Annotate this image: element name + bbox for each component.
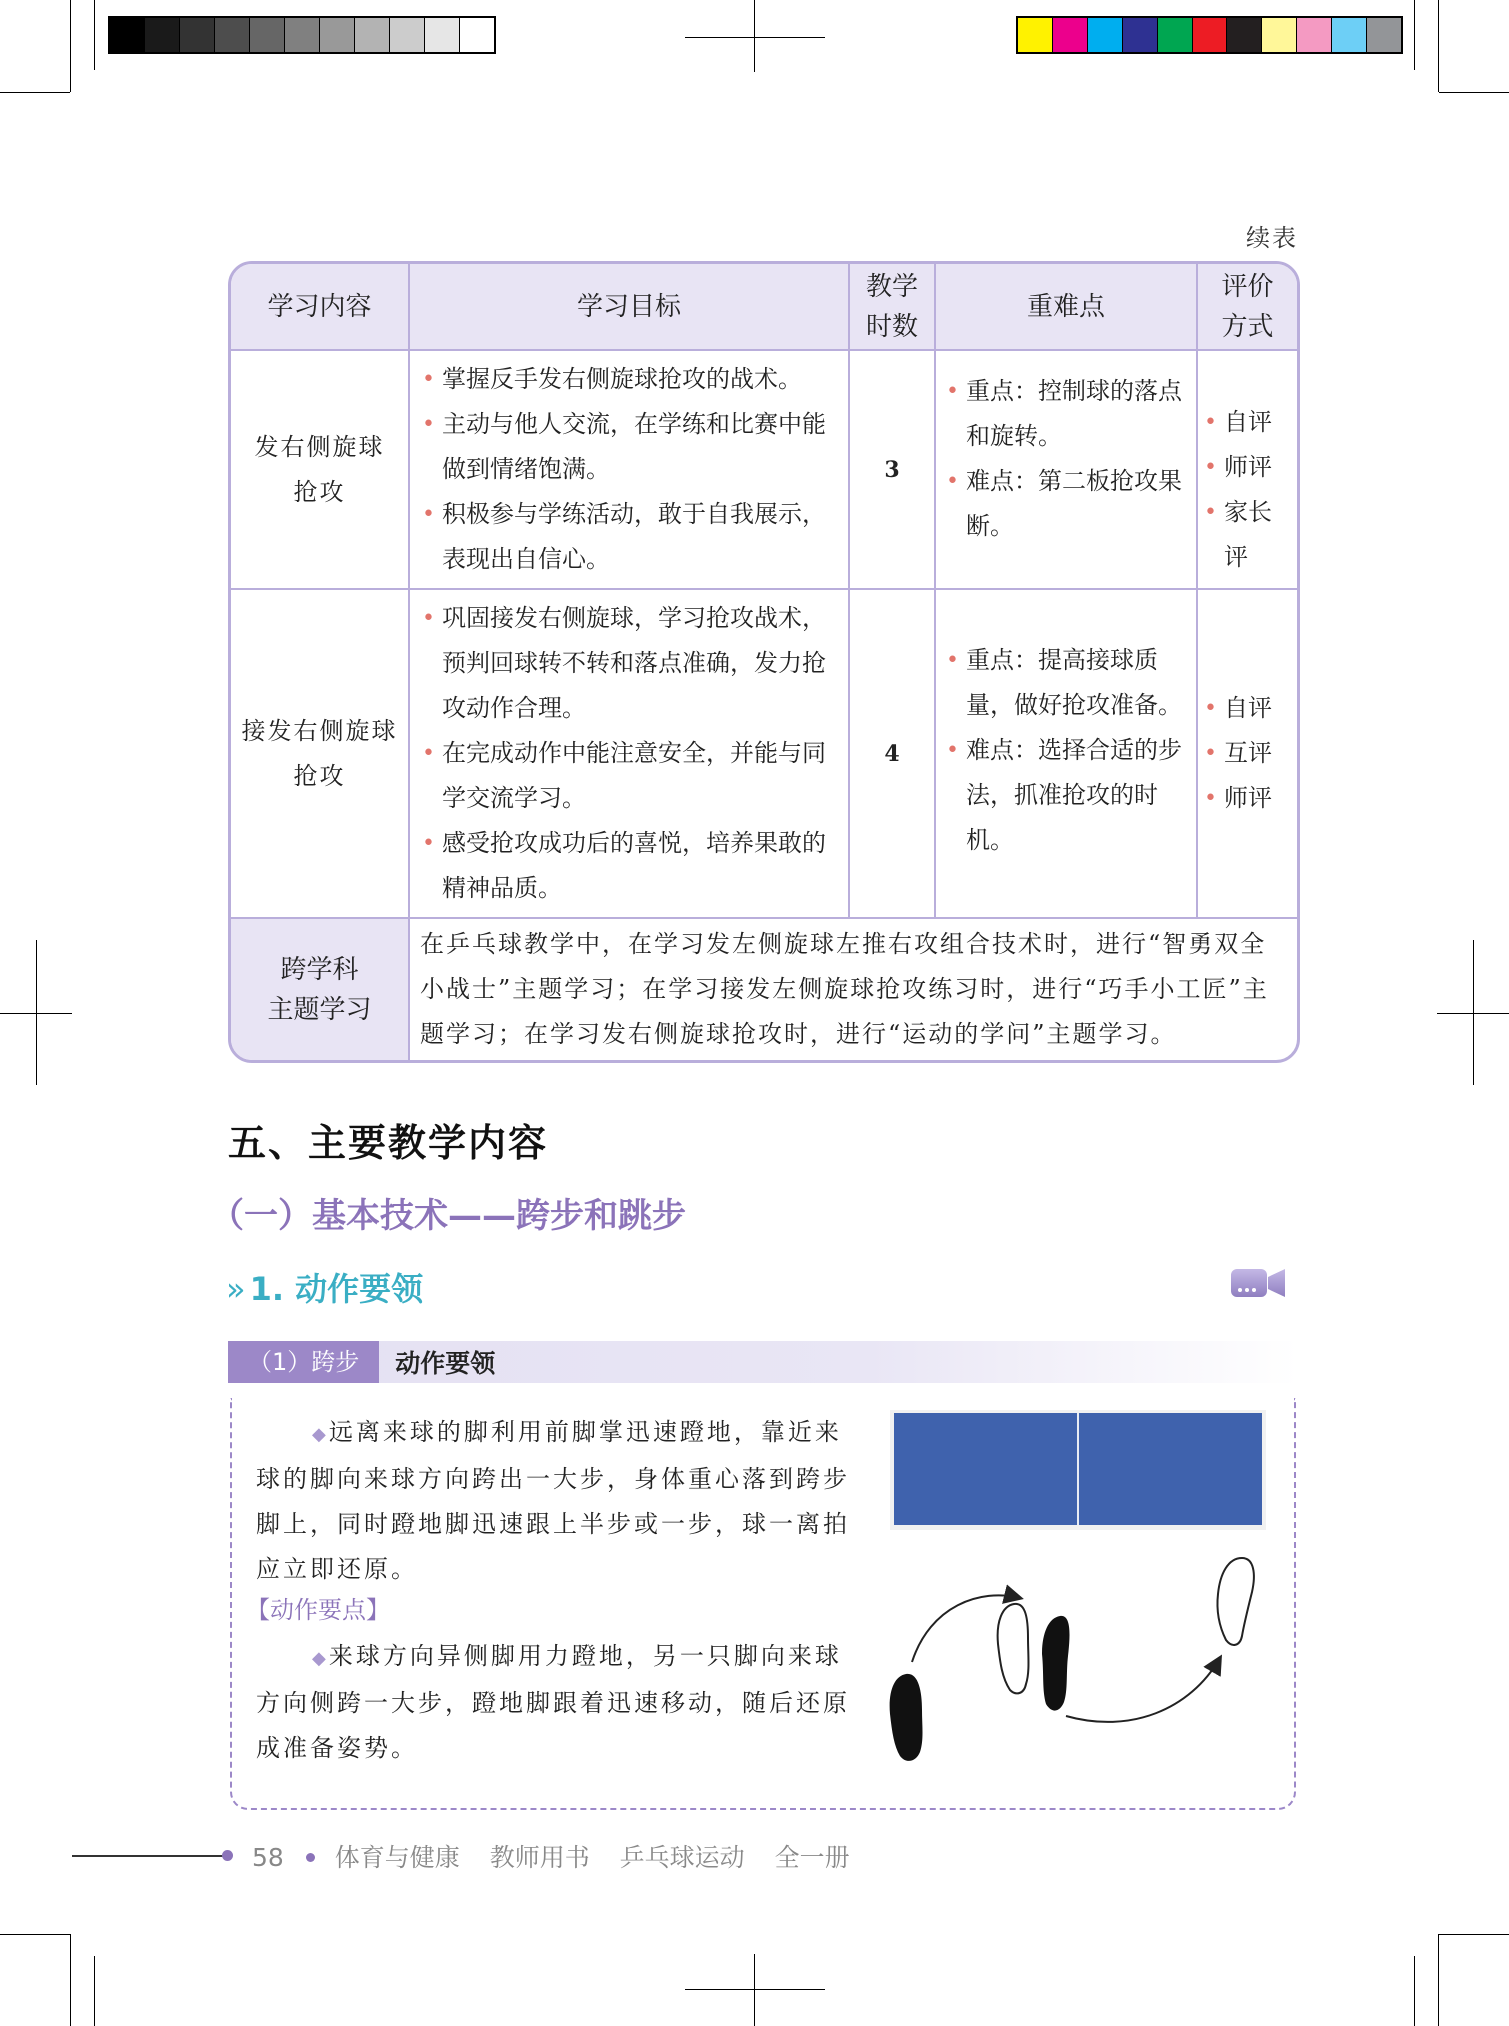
keypoint-label: 【动作要点】 bbox=[246, 1596, 390, 1624]
evaluation-item: • 师评 bbox=[1202, 776, 1293, 821]
action-text-2: 来球方向异侧脚用力蹬地，另一只脚向来球方向侧跨一大步，蹬地脚跟着迅速移动，随后还原成准备姿势。 bbox=[256, 1642, 850, 1762]
hours-cell: 3 bbox=[849, 350, 935, 589]
subsubsection-title: 1. 动作要领 bbox=[249, 1270, 424, 1308]
action-box-title: 动作要领 bbox=[395, 1349, 496, 1378]
subsection-title: （一）基本技术——跨步和跳步 bbox=[210, 1196, 686, 1236]
action-paragraph-2 bbox=[256, 1634, 868, 1771]
goal-item: • 掌握反手发右侧旋球抢攻的战术。 bbox=[420, 357, 842, 402]
evaluation-cell bbox=[1197, 350, 1297, 589]
header-goals: 学习目标 bbox=[409, 264, 849, 350]
header-focus: 重难点 bbox=[935, 264, 1197, 350]
table-row bbox=[231, 589, 1297, 918]
topic-cell: 发右侧旋球 抢攻 bbox=[231, 350, 409, 589]
hours-cell: 4 bbox=[849, 589, 935, 918]
evaluation-item: • 互评 bbox=[1202, 731, 1293, 776]
grayscale-color-bar bbox=[108, 16, 496, 54]
focus-item: • 难点：选择合适的步法，抓准抢攻的时机。 bbox=[944, 728, 1188, 863]
subsubsection-heading bbox=[226, 1264, 423, 1310]
evaluation-item: • 师评 bbox=[1202, 445, 1293, 490]
header-content: 学习内容 bbox=[231, 264, 409, 350]
step-tag: （1）跨步 bbox=[228, 1341, 379, 1383]
evaluation-item: • 家长评 bbox=[1202, 490, 1293, 580]
table-row-cross-subject bbox=[231, 918, 1297, 1060]
cross-subject-label: 跨学科 主题学习 bbox=[231, 918, 409, 1060]
diamond-bullet-icon: ◆ bbox=[312, 1424, 329, 1445]
action-paragraph-1 bbox=[256, 1410, 868, 1592]
section-title: 五、主要教学内容 bbox=[228, 1120, 549, 1165]
action-box-header bbox=[228, 1341, 1298, 1383]
footer-dot-icon bbox=[222, 1850, 233, 1861]
goal-item: • 感受抢攻成功后的喜悦，培养果敢的精神品质。 bbox=[420, 821, 842, 911]
table-header-row bbox=[231, 264, 1297, 350]
ping-pong-table-illustration bbox=[888, 1408, 1268, 1532]
page-number: 58 bbox=[252, 1843, 284, 1872]
evaluation-item: • 自评 bbox=[1202, 686, 1293, 731]
page-footer bbox=[252, 1838, 850, 1874]
chevron-prefix: » bbox=[226, 1270, 246, 1308]
focus-item: • 难点：第二板抢攻果断。 bbox=[944, 459, 1188, 549]
action-text-1: 远离来球的脚利用前脚掌迅速蹬地，靠近来球的脚向来球方向跨出一大步，身体重心落到跨步脚上，同时蹬地脚迅速跟上半步或一步，球一离拍应立即还原。 bbox=[256, 1418, 850, 1583]
curriculum-table bbox=[228, 261, 1300, 1063]
evaluation-cell bbox=[1197, 589, 1297, 918]
goals-cell bbox=[409, 589, 849, 918]
footer-rule bbox=[72, 1855, 224, 1857]
goal-item: • 主动与他人交流，在学练和比赛中能做到情绪饱满。 bbox=[420, 402, 842, 492]
video-camera-icon[interactable] bbox=[1230, 1266, 1286, 1300]
table-row bbox=[231, 350, 1297, 589]
goal-item: • 在完成动作中能注意安全，并能与同学交流学习。 bbox=[420, 731, 842, 821]
goal-item: • 积极参与学练活动，敢于自我展示，表现出自信心。 bbox=[420, 492, 842, 582]
header-hours: 教学 时数 bbox=[849, 264, 935, 350]
footer-book: 体育与健康 bbox=[334, 1843, 460, 1872]
footer-volume: 全一册 bbox=[774, 1843, 850, 1872]
diamond-bullet-icon: ◆ bbox=[312, 1648, 329, 1669]
footer-subject: 乒乓球运动 bbox=[619, 1843, 745, 1872]
continued-label: 续表 bbox=[1246, 224, 1298, 252]
goals-cell bbox=[409, 350, 849, 589]
footwork-diagram bbox=[880, 1550, 1280, 1780]
focus-item: • 重点：提高接球质量，做好抢攻准备。 bbox=[944, 638, 1188, 728]
focus-cell bbox=[935, 350, 1197, 589]
evaluation-item: • 自评 bbox=[1202, 400, 1293, 445]
header-evaluation: 评价 方式 bbox=[1197, 264, 1297, 350]
cross-subject-text: 在乒乓球教学中，在学习发左侧旋球左推右攻组合技术时，进行“智勇双全小战士”主题学习；在学习接发左侧旋球抢攻练习时，进行“巧手小工匠”主题学习；在学习发右侧旋球抢攻时，进行“运动的学问”主题学习。 bbox=[409, 918, 1297, 1060]
goal-item: • 巩固接发右侧旋球，学习抢攻战术，预判回球转不转和落点准确，发力抢攻动作合理。 bbox=[420, 596, 842, 731]
cmyk-color-bar bbox=[1016, 16, 1403, 54]
footer-type: 教师用书 bbox=[489, 1843, 590, 1872]
focus-cell bbox=[935, 589, 1197, 918]
topic-cell: 接发右侧旋球 抢攻 bbox=[231, 589, 409, 918]
footer-separator-icon bbox=[306, 1853, 315, 1862]
focus-item: • 重点：控制球的落点和旋转。 bbox=[944, 369, 1188, 459]
